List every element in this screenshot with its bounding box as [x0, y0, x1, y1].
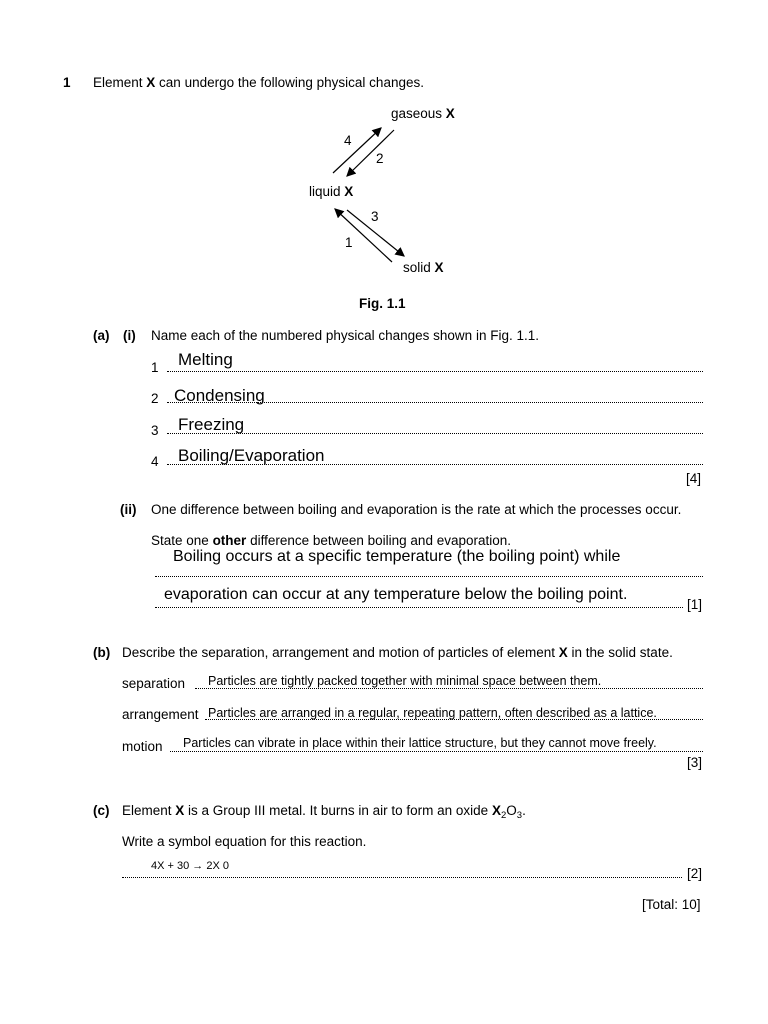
part-a-ii-marks: [1]	[687, 597, 703, 612]
answer-4-line[interactable]	[167, 464, 703, 465]
answer-1-number: 1	[151, 360, 159, 375]
answer-2-number: 2	[151, 391, 159, 406]
part-b-prompt-post: in the solid state.	[567, 645, 673, 660]
separation-label: separation	[122, 676, 186, 691]
part-a-label: (a)	[93, 328, 110, 343]
arrangement-line[interactable]	[205, 719, 703, 720]
part-c-line[interactable]	[122, 877, 682, 878]
oxide-x: X	[491, 803, 501, 818]
oxide-sub-3: 3	[516, 810, 523, 821]
part-b-marks: [3]	[687, 755, 703, 770]
answer-4-number: 4	[151, 454, 159, 469]
answer-4-text: Boiling/Evaporation	[178, 446, 325, 465]
part-c-prompt	[122, 803, 526, 821]
part-a-ii-answer-line1: Boiling occurs at a specific temperature (the boiling point) while	[173, 548, 621, 565]
part-b-prompt	[122, 645, 673, 660]
answer-3-number: 3	[151, 423, 159, 438]
part-c-prompt-end: .	[522, 803, 526, 818]
arrow-label-4: 4	[344, 133, 352, 148]
liquid-label	[309, 184, 353, 199]
state-bold: other	[212, 533, 247, 548]
part-c-answer: 4X + 30 → 2X 0	[151, 860, 229, 872]
part-a-ii-instruction	[151, 533, 511, 548]
liquid-text: liquid	[309, 184, 345, 199]
part-c-marks: [2]	[687, 866, 703, 881]
part-a-ii-line1[interactable]	[155, 576, 703, 577]
part-c-label: (c)	[93, 803, 110, 818]
answer-1-text: Melting	[178, 350, 233, 369]
part-a-ii-line2[interactable]	[155, 607, 683, 608]
answer-2-text: Condensing	[174, 386, 265, 405]
gaseous-x: X	[445, 106, 455, 121]
arrow-label-3: 3	[371, 209, 379, 224]
answer-2-line[interactable]	[167, 402, 703, 403]
solid-label	[403, 260, 444, 275]
arrangement-answer: Particles are arranged in a regular, repeating pattern, often described as a lattice.	[208, 706, 657, 720]
part-c-prompt-pre: Element	[122, 803, 176, 818]
total-marks: [Total: 10]	[642, 897, 701, 912]
oxide-sub-2: 2	[500, 810, 507, 821]
arrangement-label: arrangement	[122, 707, 199, 722]
motion-answer: Particles can vibrate in place within their lattice structure, but they cannot move freely.	[183, 736, 657, 750]
intro-post: can undergo the following physical changes.	[155, 75, 424, 90]
state-post: difference between boiling and evaporation.	[246, 533, 512, 548]
part-b-prompt-x: X	[558, 645, 568, 660]
motion-line[interactable]	[170, 751, 703, 752]
figure-caption: Fig. 1.1	[359, 296, 406, 311]
question-number: 1	[63, 75, 71, 90]
answer-3-line[interactable]	[167, 433, 703, 434]
answer-3-text: Freezing	[178, 415, 245, 434]
separation-answer: Particles are tightly packed together with minimal space between them.	[208, 674, 602, 688]
part-a-i-marks: [4]	[686, 471, 702, 486]
part-b-prompt-pre: Describe the separation, arrangement and motion of particles of element	[122, 645, 559, 660]
part-c-prompt-mid: is a Group III metal. It burns in air to form an oxide	[184, 803, 492, 818]
separation-line[interactable]	[195, 688, 703, 689]
state-pre: State one	[151, 533, 213, 548]
part-a-i-prompt: Name each of the numbered physical changes shown in Fig. 1.1.	[151, 328, 539, 343]
answer-1-line[interactable]	[167, 371, 703, 372]
gaseous-label	[391, 106, 455, 121]
part-a-ii-label: (ii)	[120, 502, 137, 517]
part-c-prompt-x: X	[175, 803, 185, 818]
part-a-ii-prompt: One difference between boiling and evaporation is the rate at which the processes occur.	[151, 502, 682, 517]
solid-x: X	[434, 260, 444, 275]
part-a-ii-answer-line2: evaporation can occur at any temperature below the boiling point.	[164, 586, 628, 603]
solid-text: solid	[403, 260, 435, 275]
part-c-instruction: Write a symbol equation for this reaction.	[122, 834, 367, 849]
arrow-1	[335, 209, 392, 262]
liquid-x: X	[344, 184, 354, 199]
part-b-label: (b)	[93, 645, 111, 660]
gaseous-text: gaseous	[391, 106, 446, 121]
intro-pre: Element	[93, 75, 147, 90]
arrow-label-1: 1	[345, 235, 353, 250]
arrow-label-2: 2	[376, 151, 384, 166]
motion-label: motion	[122, 739, 163, 754]
part-a-i-label: (i)	[123, 328, 136, 343]
oxide-o: O	[506, 803, 517, 818]
intro-x: X	[146, 75, 156, 90]
